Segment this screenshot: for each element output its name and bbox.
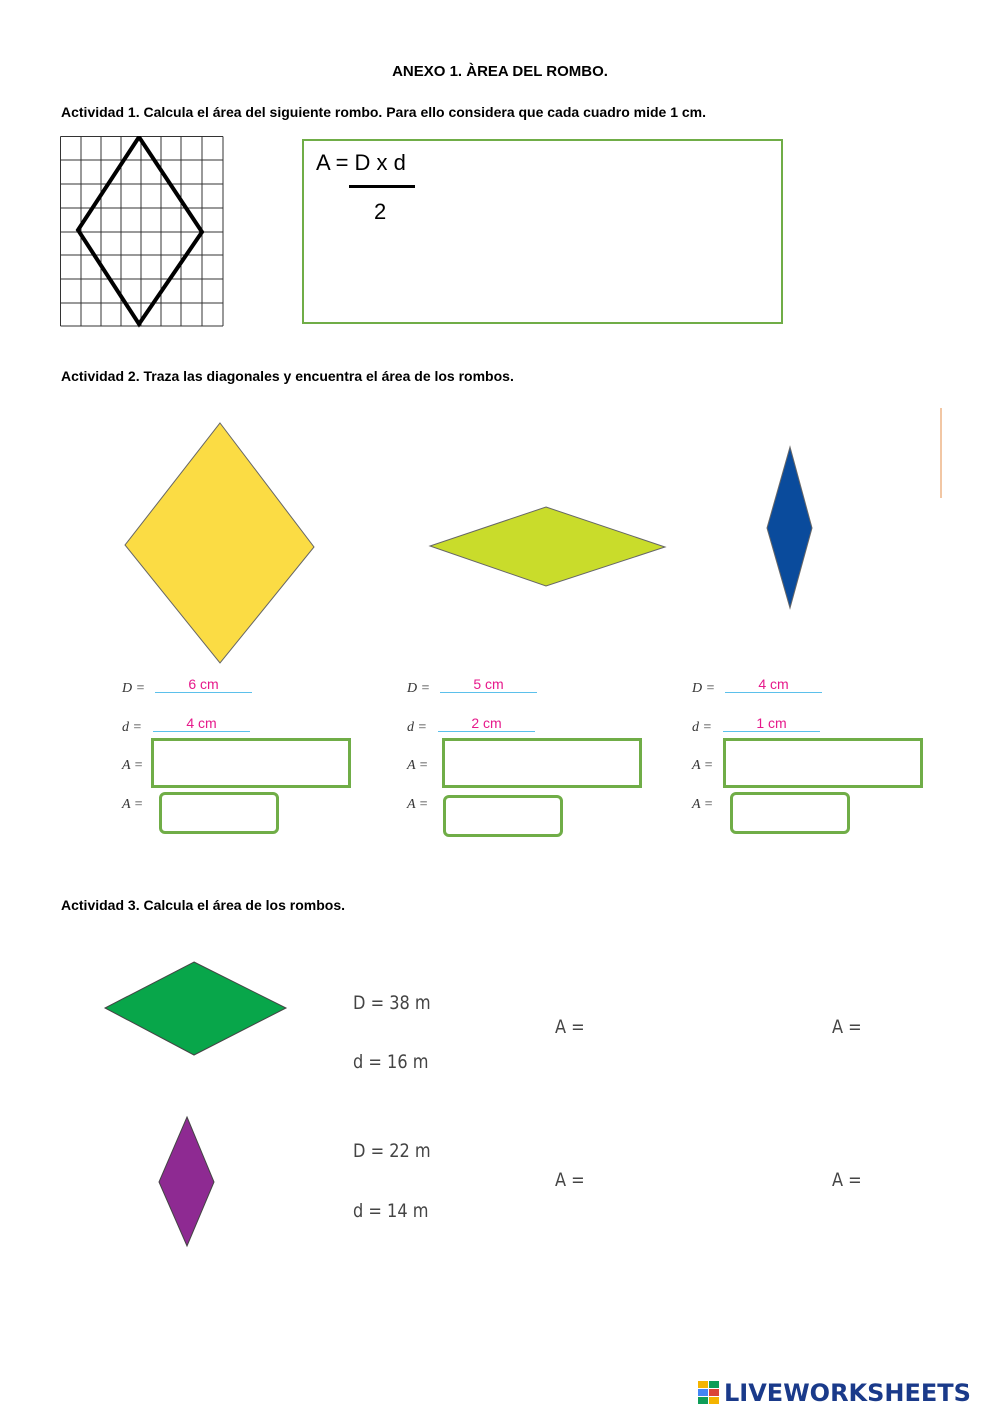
liveworksheets-icon xyxy=(698,1381,720,1405)
logo-text: LIVEWORKSHEETS xyxy=(724,1379,971,1407)
A-label-3b: A = xyxy=(692,797,714,812)
activity-2-instruction: Actividad 2. Traza las diagonales y encuentra el área de los rombos. xyxy=(61,368,514,384)
D-text-row-1: D = 38 m xyxy=(353,992,431,1014)
D-label-2: D = xyxy=(407,681,431,696)
A-text-row-1-b[interactable]: A = xyxy=(832,1016,862,1038)
answer-box-3b[interactable] xyxy=(730,792,850,834)
D-label-1: D = xyxy=(122,681,146,696)
D-value-3: 4 cm xyxy=(725,677,822,693)
d-value-3: 1 cm xyxy=(723,716,820,732)
d-label-3: d = xyxy=(692,720,712,735)
answer-box-3a[interactable] xyxy=(723,738,923,788)
answer-box-1b[interactable] xyxy=(159,792,279,834)
d-text-row-1: d = 16 m xyxy=(353,1051,429,1073)
A-text-row-2-b[interactable]: A = xyxy=(832,1169,862,1191)
formula-denominator: 2 xyxy=(374,199,387,224)
yellow-rhombus xyxy=(125,423,314,663)
D-value-1: 6 cm xyxy=(155,677,252,693)
d-value-1: 4 cm xyxy=(153,716,250,732)
A-text-row-2-a[interactable]: A = xyxy=(555,1169,585,1191)
formula-numerator: A = D x d xyxy=(316,150,406,175)
A-label-1b: A = xyxy=(122,797,144,812)
answer-box-2b[interactable] xyxy=(443,795,563,837)
page-title: ANEXO 1. ÀREA DEL ROMBO. xyxy=(392,63,608,80)
lime-rhombus xyxy=(430,507,665,586)
D-value-2: 5 cm xyxy=(440,677,537,693)
blue-rhombus xyxy=(767,447,812,608)
activity-1-instruction: Actividad 1. Calcula el área del siguiente rombo. Para ello considera que cada cuadro mide 1 cm. xyxy=(61,104,707,120)
d-value-2: 2 cm xyxy=(438,716,535,732)
D-label-3: D = xyxy=(692,681,716,696)
D-text-row-2: D = 22 m xyxy=(353,1140,431,1162)
A-label-3a: A = xyxy=(692,758,714,773)
activity-3-rhombuses xyxy=(0,940,320,1260)
d-label-1: d = xyxy=(122,720,142,735)
d-text-row-2: d = 14 m xyxy=(353,1200,429,1222)
activity-2-rhombuses xyxy=(0,0,1000,680)
purple-rhombus xyxy=(159,1117,214,1246)
A-label-1a: A = xyxy=(122,758,144,773)
answer-box-1a[interactable] xyxy=(151,738,351,788)
A-label-2a: A = xyxy=(407,758,429,773)
liveworksheets-logo xyxy=(698,1378,971,1408)
A-label-2b: A = xyxy=(407,797,429,812)
answer-box-2a[interactable] xyxy=(442,738,642,788)
activity-3-instruction: Actividad 3. Calcula el área de los rombos. xyxy=(61,897,345,913)
green-rhombus xyxy=(105,962,286,1055)
d-label-2: d = xyxy=(407,720,427,735)
A-text-row-1-a[interactable]: A = xyxy=(555,1016,585,1038)
